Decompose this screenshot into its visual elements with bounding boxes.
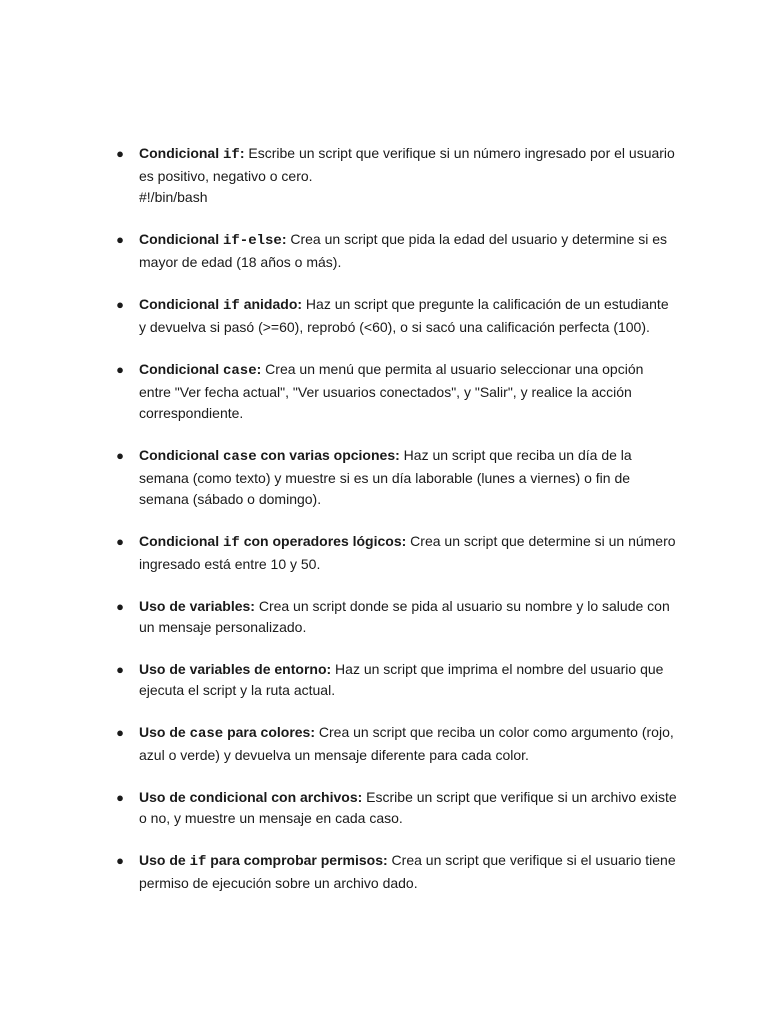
item-label: Condicional if: bbox=[139, 145, 245, 163]
code-keyword: if bbox=[223, 535, 240, 551]
item-text: Crea un script que pida la edad del usuario y determine si es mayor de edad (18 años o más). bbox=[139, 231, 668, 270]
item-text: Haz un script que reciba un día de la semana (como texto) y muestre si es un día laborable (lunes a viernes) o fin de semana (sábado o domingo). bbox=[139, 447, 632, 507]
bullet-icon: ● bbox=[116, 599, 124, 614]
list-item bbox=[116, 229, 679, 273]
bullet-icon: ● bbox=[116, 362, 124, 377]
code-keyword: if bbox=[223, 147, 240, 163]
item-text: Crea un menú que permita al usuario seleccionar una opción entre "Ver fecha actual", "Ver usuarios conectados", y "Salir", y realice la acción correspondiente. bbox=[139, 361, 644, 421]
bullet-icon: ● bbox=[116, 662, 124, 677]
item-text: Crea un script que verifique si el usuario tiene permiso de ejecución sobre un archivo dado. bbox=[139, 852, 676, 891]
list-item bbox=[116, 722, 679, 766]
item-text: Crea un script que determine si un número ingresado está entre 10 y 50. bbox=[139, 533, 676, 572]
list-item bbox=[116, 850, 679, 894]
bullet-icon: ● bbox=[116, 297, 124, 312]
code-keyword: case bbox=[223, 363, 257, 379]
item-label: Condicional if con operadores lógicos: bbox=[139, 533, 407, 551]
bullet-icon: ● bbox=[116, 725, 124, 740]
code-keyword: case bbox=[189, 726, 224, 742]
bullet-icon: ● bbox=[116, 853, 124, 868]
item-text: Haz un script que imprima el nombre del usuario que ejecuta el script y la ruta actual. bbox=[139, 661, 664, 698]
list-item bbox=[116, 445, 679, 510]
item-text: Escribe un script que verifique si un número ingresado por el usuario es positivo, negativo o cero. bbox=[139, 145, 675, 184]
list-item bbox=[116, 787, 679, 829]
item-label: Uso de condicional con archivos: bbox=[139, 789, 363, 805]
code-keyword: case bbox=[223, 449, 257, 465]
item-extra-line: #!/bin/bash bbox=[139, 189, 208, 205]
item-label: Uso de case para colores: bbox=[139, 724, 316, 742]
item-label: Uso de if para comprobar permisos: bbox=[139, 852, 388, 870]
code-keyword: if bbox=[189, 854, 207, 870]
list-item bbox=[116, 143, 679, 208]
code-keyword: if-else bbox=[223, 233, 282, 249]
exercise-list bbox=[116, 143, 679, 915]
bullet-icon: ● bbox=[116, 146, 124, 161]
bullet-icon: ● bbox=[116, 232, 124, 247]
item-label: Condicional if anidado: bbox=[139, 296, 303, 314]
item-text: Crea un script que reciba un color como argumento (rojo, azul o verde) y devuelva un mensaje diferente para cada color. bbox=[139, 724, 674, 763]
bullet-icon: ● bbox=[116, 534, 124, 549]
item-text: Crea un script donde se pida al usuario su nombre y lo salude con un mensaje personalizado. bbox=[139, 598, 670, 635]
item-text: Haz un script que pregunte la calificación de un estudiante y devuelva si pasó (>=60), reprobó (<60), o si sacó una calificación perfecta (100). bbox=[139, 296, 669, 335]
item-label: Condicional case: bbox=[139, 361, 262, 379]
item-label: Condicional if-else: bbox=[139, 231, 287, 249]
bullet-icon: ● bbox=[116, 790, 124, 805]
code-keyword: if bbox=[223, 298, 240, 314]
item-text: Escribe un script que verifique si un archivo existe o no, y muestre un mensaje en cada caso. bbox=[139, 789, 677, 826]
list-item bbox=[116, 596, 679, 638]
item-label: Condicional case con varias opciones: bbox=[139, 447, 400, 465]
list-item bbox=[116, 294, 679, 338]
list-item bbox=[116, 359, 679, 424]
item-label: Uso de variables: bbox=[139, 598, 255, 614]
list-item bbox=[116, 531, 679, 575]
item-label: Uso de variables de entorno: bbox=[139, 661, 332, 677]
bullet-icon: ● bbox=[116, 448, 124, 463]
list-item bbox=[116, 659, 679, 701]
